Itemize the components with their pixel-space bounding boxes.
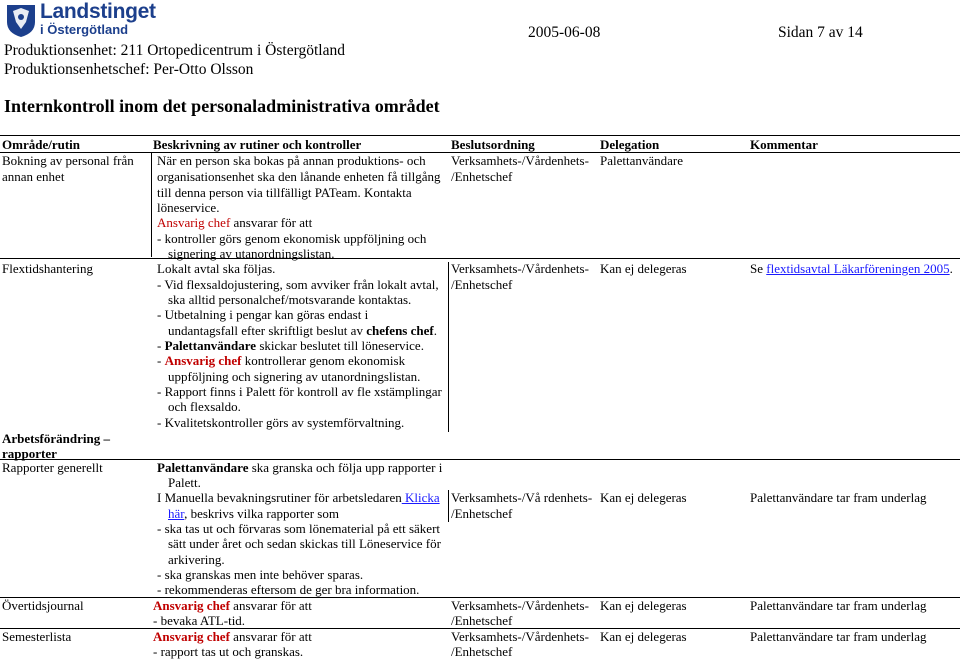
description-text: skickar beslutet till löneservice.	[256, 338, 424, 353]
row-rule	[0, 258, 960, 259]
row-description: - Vid flexsaldojustering, som avviker från lokalt avtal,	[157, 277, 439, 292]
row-delegation: Kan ej delegeras	[600, 261, 687, 276]
row-decision: /Enhetschef	[451, 506, 513, 521]
row-area: Arbetsförändring –	[2, 431, 110, 446]
row-description: arkivering.	[168, 552, 225, 567]
row-decision: Verksamhets-/Vårdenhets-	[451, 153, 589, 168]
row-area: Rapporter generellt	[2, 460, 103, 475]
row-description: - ska granskas men inte behöver sparas.	[157, 567, 364, 582]
responsible-label: Ansvarig chef	[153, 629, 230, 644]
comment-text: Se	[750, 261, 767, 276]
row-description	[157, 490, 440, 506]
row-description: sätt under året och sedan skickas till Löneservice för	[168, 536, 441, 551]
row-comment: Palettanvändare tar fram underlag	[750, 598, 927, 613]
description-text: ansvarar för att	[229, 629, 312, 644]
row-description: löneservice.	[157, 200, 220, 215]
row-decision: /Enhetschef	[451, 169, 513, 184]
description-text: .	[433, 323, 437, 338]
row-description	[153, 598, 312, 614]
row-description	[157, 215, 312, 231]
row-delegation: Kan ej delegeras	[600, 490, 687, 505]
responsible-label: Ansvarig chef	[164, 353, 242, 368]
row-description: signering av utanordningslistan.	[168, 246, 335, 261]
row-comment: Palettanvändare tar fram underlag	[750, 629, 927, 644]
emphasis-text: chefens chef	[366, 323, 434, 338]
column-header-area: Område/rutin	[2, 137, 80, 152]
description-text: ansvarar för att	[229, 598, 312, 613]
row-description: Palett.	[168, 475, 201, 490]
row-description: ska alltid personalchef/motsvarande kontaktas.	[168, 292, 412, 307]
flextime-agreement-link[interactable]: flextidsavtal Läkarföreningen 2005	[766, 261, 950, 276]
row-delegation: Palettanvändare	[600, 153, 684, 168]
row-area: Övertidsjournal	[2, 598, 84, 613]
row-description: - bevaka ATL-tid.	[153, 613, 246, 628]
row-description	[168, 506, 339, 522]
row-description: - kontroller görs genom ekonomisk uppföljning och	[157, 231, 427, 246]
emphasis-text: Palettanvändare	[157, 460, 249, 475]
row-comment	[750, 261, 953, 277]
row-decision: Verksamhets-/Vå rdenhets-	[451, 490, 593, 505]
row-description: till denna person via tillfälligt PATeam. Kontakta	[157, 185, 412, 200]
row-description: - ska tas ut och förvaras som lönematerial på ett säkert	[157, 521, 441, 536]
table-top-rule	[0, 135, 960, 136]
row-delegation: Kan ej delegeras	[600, 629, 687, 644]
row-decision: Verksamhets-/Vårdenhets-	[451, 598, 589, 613]
row-rule	[0, 459, 960, 460]
row-area: Flextidshantering	[2, 261, 93, 276]
description-text: undantagsfall efter skriftligt beslut av	[168, 323, 367, 338]
logo-title: Landstinget	[40, 0, 156, 23]
row-description: - Rapport finns i Palett för kontroll av fle xstämplingar	[157, 384, 442, 399]
page-title: Internkontroll inom det personaladministrativa området	[4, 96, 440, 116]
row-description: - rapport tas ut och granskas.	[153, 644, 304, 659]
row-description	[157, 353, 405, 369]
row-area: annan enhet	[2, 169, 65, 184]
row-area: Semesterlista	[2, 629, 72, 644]
column-divider	[448, 490, 449, 522]
description-text: ansvarar för att	[230, 215, 313, 230]
column-header-description: Beskrivning av rutiner och kontroller	[153, 137, 362, 152]
responsible-label: Ansvarig chef	[157, 215, 231, 230]
row-description: När en person ska bokas på annan produktions- och	[157, 153, 426, 168]
row-area: Bokning av personal från	[2, 153, 134, 168]
row-description: organisationsenhet ska den lånande enheten få tillgång	[157, 169, 441, 184]
description-text: -	[157, 353, 165, 368]
description-text: kontrollerar genom ekonomisk	[241, 353, 406, 368]
row-description: och flexsaldo.	[168, 399, 241, 414]
row-area: rapporter	[2, 446, 57, 461]
column-divider	[151, 153, 152, 257]
row-description: Lokalt avtal ska följas.	[157, 261, 276, 276]
responsible-label: Ansvarig chef	[153, 598, 230, 613]
description-text: I Manuella bevakningsrutiner för arbetsledaren	[157, 490, 402, 505]
county-crest-icon	[4, 2, 38, 38]
row-comment: Palettanvändare tar fram underlag	[750, 490, 927, 505]
row-description	[157, 460, 442, 476]
here-link[interactable]: här	[168, 506, 185, 521]
row-description	[153, 629, 312, 645]
production-unit-chief: Produktionsenhetschef: Per-Otto Olsson	[4, 61, 254, 78]
click-here-link[interactable]: Klicka	[401, 490, 440, 505]
comment-text: .	[949, 261, 953, 276]
column-header-comment: Kommentar	[750, 137, 818, 152]
document-date: 2005-06-08	[528, 24, 601, 41]
column-header-delegation: Delegation	[600, 137, 660, 152]
description-text: -	[157, 338, 165, 353]
description-text: , beskrivs vilka rapporter som	[184, 506, 339, 521]
row-description: - Kvalitetskontroller görs av systemförvaltning.	[157, 415, 405, 430]
page-number: Sidan 7 av 14	[778, 24, 863, 41]
row-decision: Verksamhets-/Vårdenhets-	[451, 261, 589, 276]
row-description	[157, 338, 424, 354]
row-description: - rekommenderas eftersom de ger bra information.	[157, 582, 420, 597]
row-decision: /Enhetschef	[451, 277, 513, 292]
row-decision: /Enhetschef	[451, 613, 513, 628]
logo-subtitle: i Östergötland	[40, 22, 129, 37]
description-text: ska granska och följa upp rapporter i	[248, 460, 443, 475]
emphasis-text: Palettanvändare	[164, 338, 257, 353]
column-divider	[448, 262, 449, 432]
column-header-decision: Beslutsordning	[451, 137, 535, 152]
row-decision: Verksamhets-/Vårdenhets-	[451, 629, 589, 644]
row-description	[168, 323, 437, 339]
production-unit: Produktionsenhet: 211 Ortopedicentrum i Östergötland	[4, 42, 345, 59]
row-decision: /Enhetschef	[451, 644, 513, 659]
row-description: - Utbetalning i pengar kan göras endast i	[157, 307, 369, 322]
row-description: uppföljning och signering av utanordningslistan.	[168, 369, 421, 384]
row-delegation: Kan ej delegeras	[600, 598, 687, 613]
